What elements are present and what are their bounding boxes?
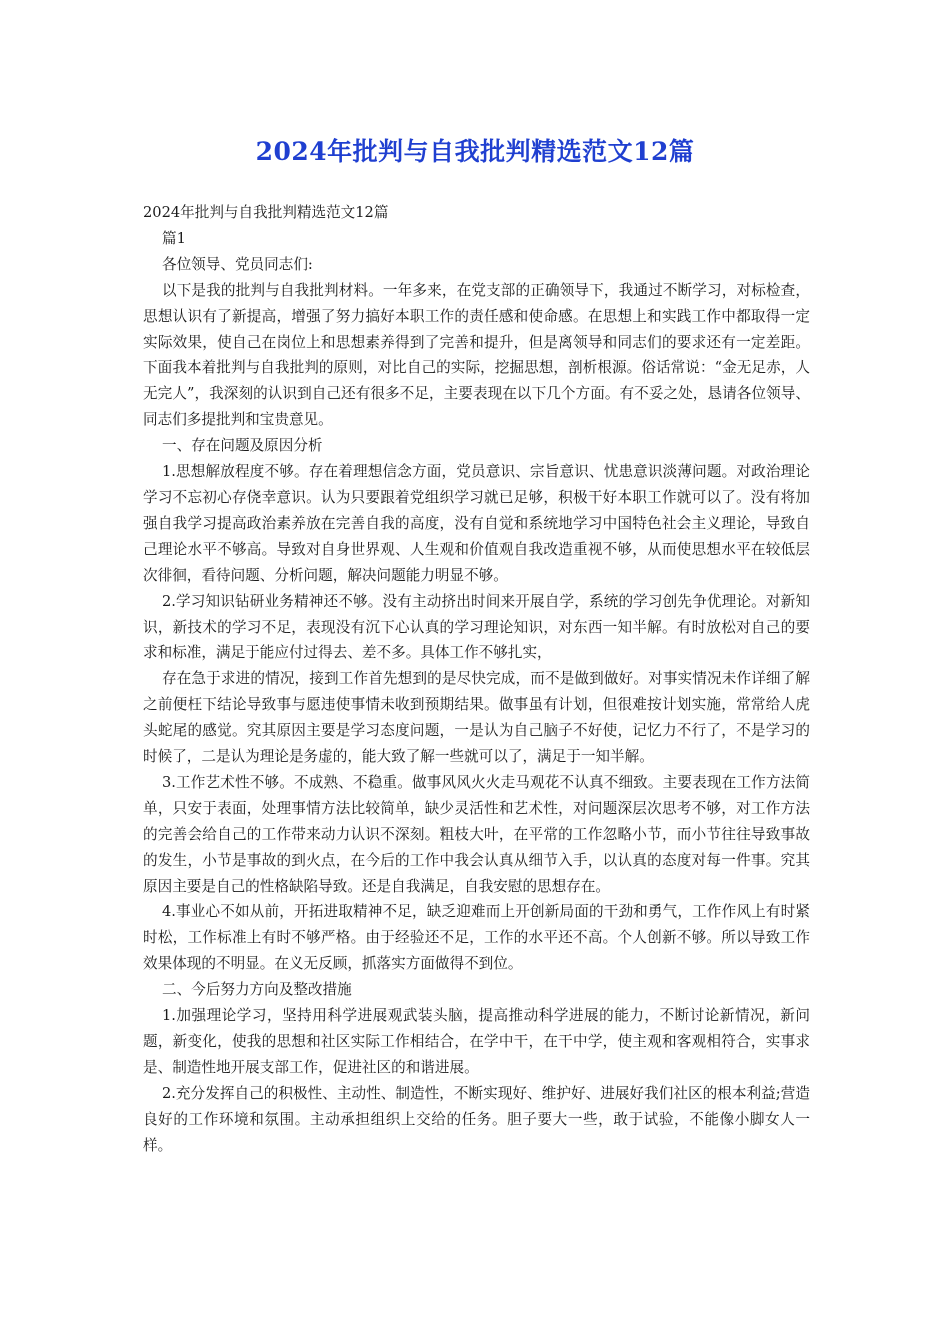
paragraph-problem-4: 4.事业心不如从前，开拓进取精神不足，缺乏迎难而上开创新局面的干劲和勇气，工作作风上有时紧时松，工作标准上有时不够严格。由于经验还不足，工作的水平还不高。个人创新不够。所以导致工作效果体现的不明显。在义无反顾，抓落实方面做得不到位。 — [143, 903, 810, 973]
paragraph-problem-3: 3.工作艺术性不够。不成熟、不稳重。做事风风火火走马观花不认真不细致。主要表现在工作方法简单，只安于表面，处理事情方法比较简单，缺少灵活性和艺术性，对问题深层次思考不够，对工作方法的完善会给自己的工作带来动力认识不深刻。粗枝大叶，在平常的工作忽略小节，而小节往往导致事故的发生，小节是事故的到火点，在今后的工作中我会认真从细节入手，以认真的态度对每一件事。究其原因主要是自己的性格缺陷导致。还是自我满足，自我安慰的思想存在。 — [143, 773, 810, 895]
heading-measures: 二、今后努力方向及整改措施 — [161, 981, 352, 999]
greeting: 各位领导、党员同志们: — [161, 255, 313, 273]
section-label: 篇1 — [161, 229, 186, 247]
paragraph-measure-2: 2.充分发挥自己的积极性、主动性、制造性，不断实现好、维护好、进展好我们社区的根本利益;营造良好的工作环境和氛围。主动承担组织上交给的任务。胆子要大一些，敢于试验，不能像小脚女人一样。 — [143, 1084, 810, 1154]
paragraph-problem-1: 1.思想解放程度不够。存在着理想信念方面，党员意识、宗旨意识、忧患意识淡薄问题。对政治理论学习不忘初心存侥幸意识。认为只要跟着党组织学习就已足够，积极干好本职工作就可以了。没有将加强自我学习提高政治素养放在完善自我的高度，没有自觉和系统地学习中国特色社会主义理论，导致自己理论水平不够高。导致对自身世界观、人生观和价值观自我改造重视不够，从而使思想水平在较低层次徘徊，看待问题、分析问题，解决问题能力明显不够。 — [143, 463, 810, 584]
paragraph-measure-1: 1.加强理论学习，坚持用科学进展观武装头脑，提高推动科学进展的能力，不断讨论新情况，新问题，新变化，使我的思想和社区实际工作相结合，在学中干，在干中学，使主观和客观相符合，实事求是、制造性地开展支部工作，促进社区的和谐进展。 — [143, 1007, 810, 1076]
document-body — [143, 200, 810, 1159]
document-title: 2024年批判与自我批判精选范文12篇 — [255, 137, 695, 166]
paragraph-intro: 以下是我的批判与自我批判材料。一年多来，在党支部的正确领导下，我通过不断学习，对标检查，思想认识有了新提高，增强了努力搞好本职工作的责任感和使命感。在思想上和实践工作中都取得一定实际效果，使自己在岗位上和思想素养得到了完善和提升，但是离领导和同志们的要求还有一定差距。下面我本着批判与自我批判的原则，对比自己的实际，挖掘思想，剖析根源。俗话常说：“金无足赤，人无完人”，我深刻的认识到自己还有很多不足，主要表现在以下几个方面。有不妥之处，恳请各位领导、同志们多提批判和宝贵意见。 — [143, 281, 810, 429]
paragraph-problem-2-cont: 存在急于求进的情况，接到工作首先想到的是尽快完成，而不是做到做好。对事实情况未作详细了解之前便枉下结论导致事与愿违使事情未收到预期结果。做事虽有计划，但很难按计划实施，常常给人虎头蛇尾的感觉。究其原因主要是学习态度问题，一是认为自己脑子不好使，记忆力不行了，不是学习的时候了，二是认为理论是务虚的，能大致了解一些就可以了，满足于一知半解。 — [143, 670, 810, 766]
document-subtitle: 2024年批判与自我批判精选范文12篇 — [143, 204, 389, 221]
heading-problems: 一、存在问题及原因分析 — [161, 437, 323, 455]
paragraph-problem-2: 2.学习知识钻研业务精神还不够。没有主动挤出时间来开展自学，系统的学习创先争优理论。对新知识，新技术的学习不足，表现没有沉下心认真的学习理论知识，对东西一知半解。有时放松对自己的要求和标准，满足于能应付过得去、差不多。具体工作不够扎实， — [143, 592, 810, 662]
